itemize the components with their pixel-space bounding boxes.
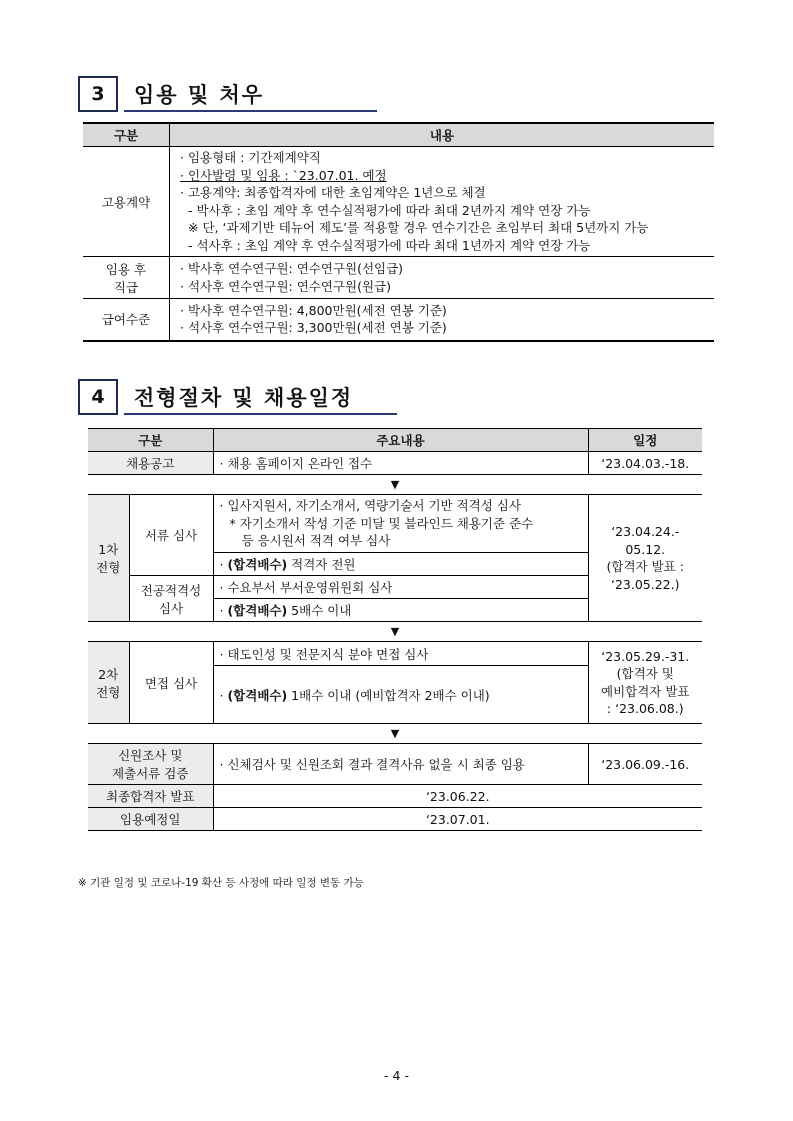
pass-ratio-value: 적격자 전원: [287, 557, 356, 572]
row-date: ‘23.04.03.-18.: [588, 452, 702, 475]
list-item: ※ 단, ‘과제기반 테뉴어 제도’를 적용할 경우 연수기간은 초임부터 최대 5년까지 가능: [188, 220, 649, 235]
date-line: (합격자 발표 :: [606, 559, 684, 574]
pass-ratio-value: 5배수 이내: [287, 603, 352, 618]
list-item: - 박사후 : 초임 계약 후 연수실적평가에 따라 최대 2년까지 계약 연장 가능: [188, 202, 591, 218]
row-content: · 수요부서 부서운영위원회 심사: [213, 576, 588, 599]
list-item: · 박사후 연수연구원: 4,800만원(세전 연봉 기준): [180, 302, 447, 318]
table-row: [88, 452, 702, 475]
schedule-table: [88, 428, 702, 831]
pass-ratio-label: (합격배수): [227, 557, 288, 572]
table-row: [83, 147, 714, 257]
row-label: [88, 744, 213, 785]
pass-ratio-value: 1배수 이내 (예비합격자 2배수 이내): [287, 687, 490, 703]
section-3-heading: [78, 76, 264, 112]
table-row: [88, 808, 702, 831]
list-item: · 인사발령 및 임용 : `23.07.01. 예정: [180, 167, 387, 183]
stage2-label: [88, 642, 129, 724]
stage-label-line: 2차: [98, 666, 119, 682]
pass-ratio-label: (합격배수): [227, 687, 288, 703]
header-date: 일정: [588, 429, 702, 452]
section-number: 3: [78, 76, 118, 112]
stage1-label: [88, 495, 129, 622]
section-title: 임용 및 처우: [134, 83, 265, 107]
doc-review-label: 서류 심사: [129, 495, 213, 576]
label-line: 제출서류 검증: [112, 766, 189, 781]
list-item: 등 응시원서 적격 여부 심사: [241, 533, 391, 549]
row-label-line: 임용 후: [105, 261, 147, 277]
stage-label-line: 1차: [98, 542, 119, 557]
section-number: 4: [78, 379, 118, 415]
date-line: ‘23.04.24.-: [611, 524, 680, 539]
table-row: [88, 495, 702, 553]
row-content: · (합격배수) 1배수 이내 (예비합격자 2배수 이내): [213, 666, 588, 724]
row-content: · (합격배수) 5배수 이내: [213, 599, 588, 622]
label-line: 전공적격성: [140, 582, 202, 598]
list-item: · 박사후 연수연구원: 연수연구원(선임급): [180, 261, 404, 276]
row-content: [170, 257, 715, 299]
row-content: · 채용 홈페이지 온라인 접수: [213, 452, 588, 475]
table-row: [88, 744, 702, 785]
table-row: [88, 785, 702, 808]
row-label: 최종합격자 발표: [88, 785, 213, 808]
list-item: - 석사후 : 초임 계약 후 연수실적평가에 따라 최대 1년까지 계약 연장 가능: [188, 237, 591, 253]
footnote: ※ 기관 일정 및 코로나-19 확산 등 사정에 따라 일정 변동 가능: [78, 877, 364, 889]
list-item: · 입사지원서, 자기소개서, 역량기술서 기반 적격성 심사: [219, 498, 521, 514]
row-content: [170, 299, 715, 341]
list-item: · 석사후 연수연구원: 연수연구원(원급): [180, 278, 391, 294]
header-category: 구분: [88, 429, 213, 452]
date-line: (합격자 및: [616, 666, 674, 681]
date-line: 예비합격자 발표: [601, 683, 690, 699]
row-date: [588, 495, 702, 622]
row-label: 임용예정일: [88, 808, 213, 831]
table-row: [88, 642, 702, 666]
table-row: [83, 299, 714, 341]
row-content: · (합격배수) 적격자 전원: [213, 553, 588, 576]
label-line: 심사: [158, 600, 184, 616]
row-date: ‘23.06.09.-16.: [588, 744, 702, 785]
major-review-label: [129, 576, 213, 622]
list-item: * 자기소개서 작성 기준 미달 및 블라인드 채용기준 준수: [229, 515, 534, 531]
section-4-heading: [78, 379, 353, 415]
row-label: [83, 257, 170, 299]
section-underline: [124, 413, 397, 415]
row-label: 고용계약: [83, 147, 170, 257]
down-arrow-icon: ▼: [88, 724, 702, 744]
date-line: ‘23.05.29.-31.: [601, 648, 690, 664]
down-arrow-icon: ▼: [88, 622, 702, 642]
list-item: · 고용계약: 최종합격자에 대한 초임계약은 1년으로 체결: [180, 185, 486, 200]
table-row: [83, 257, 714, 299]
label-line: 신원조사 및: [118, 748, 183, 763]
page-number: - 4 -: [384, 1068, 409, 1083]
date-line: : ‘23.06.08.): [606, 701, 684, 716]
interview-label: 면접 심사: [129, 642, 213, 724]
row-label: 채용공고: [88, 452, 213, 475]
date-line: 05.12.: [625, 541, 666, 557]
row-label: 급여수준: [83, 299, 170, 341]
employment-table: [83, 122, 714, 342]
row-content: · 신체검사 및 신원조회 결과 결격사유 없을 시 최종 임용: [213, 744, 588, 785]
section-title: 전형절차 및 채용일정: [134, 386, 354, 410]
list-item: · 임용형태 : 기간제계약직: [180, 150, 321, 165]
header-category: 구분: [83, 123, 170, 147]
row-label-line: 직급: [113, 279, 139, 295]
date-line: ‘23.05.22.): [611, 576, 680, 592]
header-content: 내용: [170, 123, 715, 147]
stage-label-line: 전형: [96, 560, 121, 575]
section-underline: [124, 110, 377, 112]
pass-ratio-label: (합격배수): [227, 603, 288, 618]
header-content: 주요내용: [213, 429, 588, 452]
row-date: ‘23.06.22.: [213, 785, 702, 808]
row-content: [170, 147, 715, 257]
row-content: [213, 495, 588, 553]
stage-label-line: 전형: [96, 684, 121, 700]
list-item: · 석사후 연수연구원: 3,300만원(세전 연봉 기준): [180, 320, 447, 336]
down-arrow-icon: ▼: [88, 475, 702, 495]
row-date: [588, 642, 702, 724]
row-date: ‘23.07.01.: [213, 808, 702, 831]
row-content: · 태도인성 및 전문지식 분야 면접 심사: [213, 642, 588, 666]
